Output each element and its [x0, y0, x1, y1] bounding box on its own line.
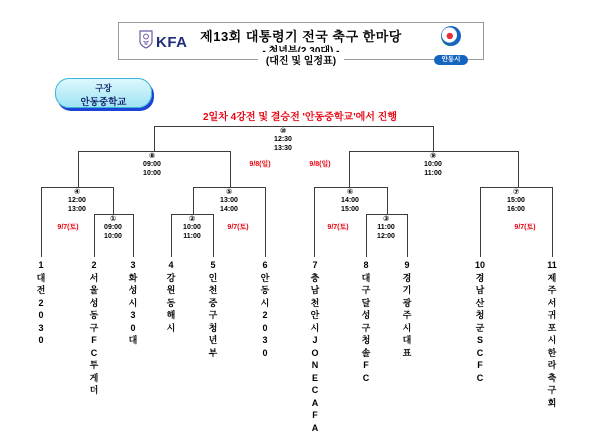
match-label-m7 — [494, 188, 538, 214]
team-name-char: A — [304, 422, 326, 434]
match-label-m9 — [411, 152, 455, 178]
match-time-2: 15:00 — [328, 205, 372, 214]
team-name-char: 시 — [304, 322, 326, 335]
team-name-char: F — [83, 334, 105, 347]
bracket-line — [433, 126, 434, 151]
match-number: ① — [91, 215, 135, 223]
team-name-char: S — [469, 334, 491, 347]
team-number: 1 — [30, 259, 52, 272]
team-name-char: 표 — [396, 347, 418, 360]
match-time-2: 13:30 — [261, 144, 305, 153]
page-title: 제13회 대통령기 전국 축구 한마당 — [119, 26, 483, 45]
team-name-char: 천 — [202, 284, 224, 297]
team-name-char: 화 — [122, 272, 144, 285]
team-name-char: 기 — [396, 284, 418, 297]
match-date-label: 9/7(토) — [216, 222, 260, 232]
team-name-char: 산 — [469, 297, 491, 310]
team-number: 6 — [254, 259, 276, 272]
bracket-line — [41, 187, 42, 257]
team-10 — [469, 259, 491, 384]
team-name-char: 안 — [254, 272, 276, 285]
team-name-char: 청 — [355, 334, 377, 347]
team-7 — [304, 259, 326, 434]
team-name-char: E — [304, 372, 326, 385]
match-time-1: 09:00 — [91, 223, 135, 232]
team-name-char: 라 — [541, 359, 563, 372]
team-number: 4 — [160, 259, 182, 272]
team-name-char: 안 — [304, 309, 326, 322]
match-time-2: 13:00 — [55, 205, 99, 214]
bracket-line — [230, 151, 231, 187]
andong-swirl-icon — [439, 36, 463, 53]
bracket-line — [387, 187, 388, 214]
team-name-char: 3 — [254, 334, 276, 347]
team-name-char: 울 — [83, 284, 105, 297]
team-name-char: 게 — [83, 372, 105, 385]
bracket-line — [78, 151, 79, 187]
team-name-char: 남 — [469, 284, 491, 297]
team-name-char: 중 — [202, 297, 224, 310]
match-label-m4 — [55, 188, 99, 214]
team-name-char: 구 — [83, 322, 105, 335]
match-number: ⑤ — [207, 188, 251, 196]
match-number: ⑦ — [494, 188, 538, 196]
venue-badge-name: 안동중학교 — [56, 94, 151, 108]
schedule-label: (대진 및 일정표) — [258, 52, 344, 67]
team-11 — [541, 259, 563, 409]
bracket-line — [480, 187, 481, 257]
team-name-char: 더 — [83, 384, 105, 397]
match-number: ③ — [364, 215, 408, 223]
match-label-m6 — [328, 188, 372, 214]
team-name-char: C — [355, 372, 377, 385]
match-time-1: 12:30 — [261, 135, 305, 144]
team-name-char: 2 — [30, 297, 52, 310]
match-number: ⑧ — [130, 152, 174, 160]
team-name-char: 0 — [30, 309, 52, 322]
team-name-char: 남 — [304, 284, 326, 297]
match-time-2: 11:00 — [170, 232, 214, 241]
match-number: ⑥ — [328, 188, 372, 196]
team-name-char: 시 — [122, 297, 144, 310]
match-label-m8 — [130, 152, 174, 178]
team-name-char: 원 — [160, 284, 182, 297]
team-name-char: 2 — [254, 309, 276, 322]
bracket-line — [154, 126, 155, 151]
match-time-2: 11:00 — [411, 169, 455, 178]
match-time-2: 12:00 — [364, 232, 408, 241]
team-name-char: C — [469, 372, 491, 385]
team-name-char: N — [304, 359, 326, 372]
team-name-char: 0 — [30, 334, 52, 347]
match-time-1: 13:00 — [207, 196, 251, 205]
team-name-char: F — [355, 359, 377, 372]
team-name-char: 성 — [83, 297, 105, 310]
team-name-char: 투 — [83, 359, 105, 372]
team-4 — [160, 259, 182, 334]
match-number: ② — [170, 215, 214, 223]
match-label-m2 — [170, 215, 214, 241]
team-name-char: 천 — [304, 297, 326, 310]
team-name-char: A — [304, 397, 326, 410]
team-number: 2 — [83, 259, 105, 272]
bracket-line — [193, 187, 194, 214]
match-time-2: 10:00 — [130, 169, 174, 178]
team-name-char: 달 — [355, 297, 377, 310]
team-name-char: 년 — [202, 334, 224, 347]
team-number: 7 — [304, 259, 326, 272]
team-name-char: C — [83, 347, 105, 360]
team-name-char: 전 — [30, 284, 52, 297]
team-name-char: 부 — [202, 347, 224, 360]
team-6 — [254, 259, 276, 359]
team-name-char: 3 — [30, 322, 52, 335]
match-number: ⑨ — [411, 152, 455, 160]
match-time-2: 16:00 — [494, 205, 538, 214]
kfa-logo-text: KFA — [156, 34, 188, 51]
match-label-m5 — [207, 188, 251, 214]
match-time-2: 10:00 — [91, 232, 135, 241]
team-name-char: 강 — [160, 272, 182, 285]
team-name-char: 3 — [122, 309, 144, 322]
team-name-char: 회 — [541, 397, 563, 410]
team-name-char: 인 — [202, 272, 224, 285]
match-time-1: 15:00 — [494, 196, 538, 205]
team-name-char: 주 — [396, 309, 418, 322]
team-name-char: 대 — [122, 334, 144, 347]
match-time-2: 14:00 — [207, 205, 251, 214]
notice-text: 2일차 4강전 및 결승전 '안동중학교'에서 진행 — [0, 108, 600, 123]
team-number: 10 — [469, 259, 491, 272]
team-name-char: 제 — [541, 272, 563, 285]
match-time-1: 12:00 — [55, 196, 99, 205]
team-number: 3 — [122, 259, 144, 272]
team-name-char: 성 — [122, 284, 144, 297]
team-name-char: 시 — [160, 322, 182, 335]
team-name-char: 시 — [541, 334, 563, 347]
team-name-char: 0 — [122, 322, 144, 335]
team-number: 11 — [541, 259, 563, 272]
match-time-1: 10:00 — [411, 160, 455, 169]
bracket-line — [265, 187, 266, 257]
team-name-char: O — [304, 347, 326, 360]
match-date-label: 9/8(일) — [238, 159, 282, 169]
team-name-char: C — [304, 384, 326, 397]
match-date-label: 9/7(토) — [316, 222, 360, 232]
team-name-char: J — [304, 334, 326, 347]
team-name-char: 축 — [541, 372, 563, 385]
team-name-char: 동 — [83, 309, 105, 322]
team-name-char: F — [469, 359, 491, 372]
match-time-1: 09:00 — [130, 160, 174, 169]
match-label-m3 — [364, 215, 408, 241]
bracket-line — [518, 151, 519, 187]
team-name-char: 청 — [202, 322, 224, 335]
team-name-char: 0 — [254, 347, 276, 360]
team-name-char: 경 — [396, 272, 418, 285]
venue-badge — [55, 78, 152, 108]
team-name-char: 동 — [254, 284, 276, 297]
team-name-char: 대 — [355, 272, 377, 285]
team-9 — [396, 259, 418, 359]
team-3 — [122, 259, 144, 347]
bracket-line — [113, 187, 114, 214]
match-date-label: 9/7(토) — [46, 222, 90, 232]
match-time-1: 14:00 — [328, 196, 372, 205]
team-name-char: 한 — [541, 347, 563, 360]
team-name-char: 구 — [355, 284, 377, 297]
team-name-char: 귀 — [541, 309, 563, 322]
team-name-char: 0 — [254, 322, 276, 335]
andong-city-logo — [431, 25, 471, 65]
team-number: 8 — [355, 259, 377, 272]
team-name-char: 청 — [469, 309, 491, 322]
match-number: ④ — [55, 188, 99, 196]
match-number: ⑩ — [261, 127, 305, 135]
bracket-line — [349, 151, 350, 187]
team-1 — [30, 259, 52, 347]
team-name-char: 주 — [541, 284, 563, 297]
team-8 — [355, 259, 377, 384]
team-name-char: 군 — [469, 322, 491, 335]
team-5 — [202, 259, 224, 359]
header-box — [118, 22, 484, 60]
team-number: 5 — [202, 259, 224, 272]
team-number: 9 — [396, 259, 418, 272]
andong-city-label: 안동시 — [434, 55, 468, 65]
team-name-char: 시 — [396, 322, 418, 335]
team-name-char: 성 — [355, 309, 377, 322]
team-name-char: 솔 — [355, 347, 377, 360]
team-name-char: 시 — [254, 297, 276, 310]
team-name-char: 해 — [160, 309, 182, 322]
team-name-char: 광 — [396, 297, 418, 310]
match-label-m10 — [261, 127, 305, 153]
match-time-1: 10:00 — [170, 223, 214, 232]
team-name-char: 경 — [469, 272, 491, 285]
team-name-char: 서 — [83, 272, 105, 285]
team-name-char: 대 — [396, 334, 418, 347]
team-name-char: C — [469, 347, 491, 360]
bracket-line — [552, 187, 553, 257]
team-name-char: 동 — [160, 297, 182, 310]
team-2 — [83, 259, 105, 397]
team-name-char: F — [304, 409, 326, 422]
team-name-char: 구 — [202, 309, 224, 322]
match-label-m1 — [91, 215, 135, 241]
venue-badge-title: 구장 — [56, 82, 151, 94]
team-name-char: 대 — [30, 272, 52, 285]
team-name-char: 서 — [541, 297, 563, 310]
match-time-1: 11:00 — [364, 223, 408, 232]
team-name-char: 구 — [355, 322, 377, 335]
team-name-char: 충 — [304, 272, 326, 285]
team-name-char: 포 — [541, 322, 563, 335]
bracket-line — [314, 187, 315, 257]
match-date-label: 9/7(토) — [503, 222, 547, 232]
match-date-label: 9/8(일) — [298, 159, 342, 169]
team-name-char: 구 — [541, 384, 563, 397]
